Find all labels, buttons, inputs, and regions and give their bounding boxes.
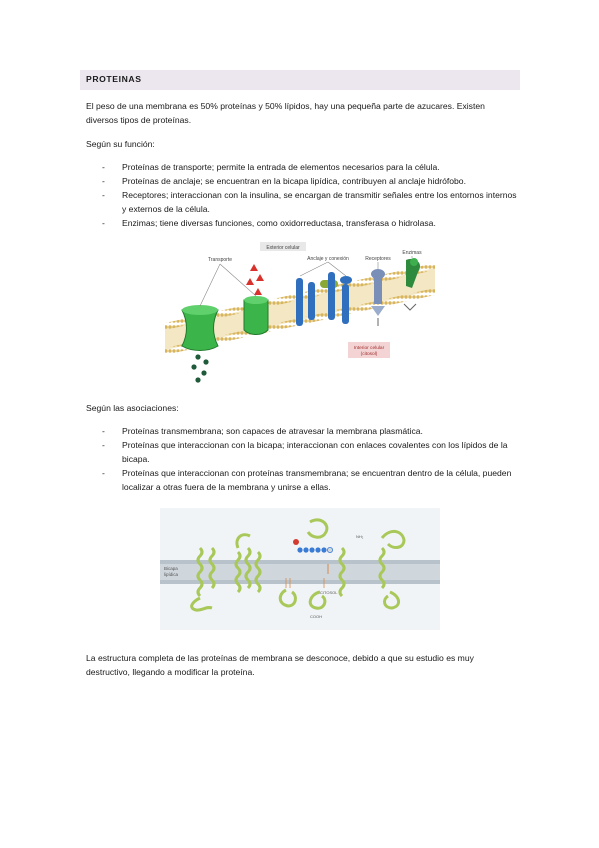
list-item-text: Proteínas de transporte; permite la entrada de elementos necesarios para la célula. xyxy=(122,162,440,172)
conclusion-paragraph: La estructura completa de las proteínas de membrana se desconoce, debido a que su estudio es muy destructivo, llegando a modificar la proteína. xyxy=(86,653,474,677)
section-title: PROTEINAS xyxy=(86,74,142,84)
bilayer-label-line2: lipídica xyxy=(164,572,179,577)
transport-label: Transporte xyxy=(208,257,232,263)
association-list xyxy=(86,424,518,494)
bilayer-label-line1: Bicapa xyxy=(164,566,178,571)
list-item: - Proteínas que interaccionan con proteínas transmembrana; se encuentran dentro de la célula, pueden localizar a otras fuera de la membrana y unirse a ellas. xyxy=(102,468,512,492)
exterior-label: Exterior celular xyxy=(266,245,300,251)
intro-paragraph: El peso de una membrana es 50% proteínas y 50% lípidos, hay una pequeña parte de azucares. Existen diversos tipos de proteínas. xyxy=(86,101,485,125)
by-association-label: Según las asociaciones: xyxy=(86,403,179,413)
nh2-label: NH₂ xyxy=(356,534,364,539)
list-item: - Proteínas que interaccionan con la bicapa; interaccionan con enlaces covalentes con los lípidos de la bicapa. xyxy=(102,440,508,464)
list-item-text: Proteínas transmembrana; son capaces de atravesar la membrana plasmática. xyxy=(122,426,423,436)
list-item: - Proteínas de transporte; permite la entrada de elementos necesarios para la célula. xyxy=(102,162,440,172)
list-item: - Receptores; interaccionan con la insulina, se encargan de transmitir señales entre los entornos internos y externos de la célula. xyxy=(102,190,517,214)
interior-label-line1: Interior celular xyxy=(353,346,385,351)
list-item-text: Proteínas que interaccionan con proteínas transmembrana; se encuentran dentro de la célula, pueden localizar a otras fuera de la membrana y unirse a ellas. xyxy=(122,468,512,492)
by-function-label: Según su función: xyxy=(86,139,155,149)
receptors-label: Receptores xyxy=(365,256,391,262)
transport-protein-channel xyxy=(182,305,218,351)
ligand-triangles xyxy=(246,264,264,295)
list-item: - Enzimas; tiene diversas funciones, como oxidorreductasa, transferasa o hidrolasa. xyxy=(102,218,436,228)
anchor-label: Anclaje y conexión xyxy=(307,256,349,262)
list-item: - Proteínas transmembrana; son capaces de atravesar la membrana plasmática. xyxy=(102,426,423,436)
section-heading-bar xyxy=(80,70,520,90)
list-item-text: Proteínas de anclaje; se encuentran en la bicapa lipídica, contribuyen al anclaje hidrófobo. xyxy=(122,176,466,186)
enzymes-label: Enzimas xyxy=(402,250,422,256)
list-item-text: Enzimas; tiene diversas funciones, como oxidorreductasa, transferasa o hidrolasa. xyxy=(122,218,436,228)
membrane-proteins-function-figure xyxy=(160,240,445,390)
list-item-text: Receptores; interaccionan con la insulina, se encargan de transmitir señales entre los entornos internos y externos de la célula. xyxy=(122,190,517,214)
list-item-text: Proteínas que interaccionan con la bicapa; interaccionan con enlaces covalentes con los lípidos de la bicapa. xyxy=(122,440,508,464)
interior-label-line2: (citosol) xyxy=(360,352,378,357)
cytosol-label: CITOSOL xyxy=(320,590,338,595)
membrane-proteins-association-figure xyxy=(160,508,440,630)
function-list xyxy=(86,160,518,230)
cooh-label: COOH xyxy=(310,614,322,619)
transported-molecules xyxy=(191,354,208,382)
transport-protein-carrier xyxy=(244,296,268,335)
list-item: - Proteínas de anclaje; se encuentran en la bicapa lipídica, contribuyen al anclaje hidrófobo. xyxy=(102,176,466,186)
